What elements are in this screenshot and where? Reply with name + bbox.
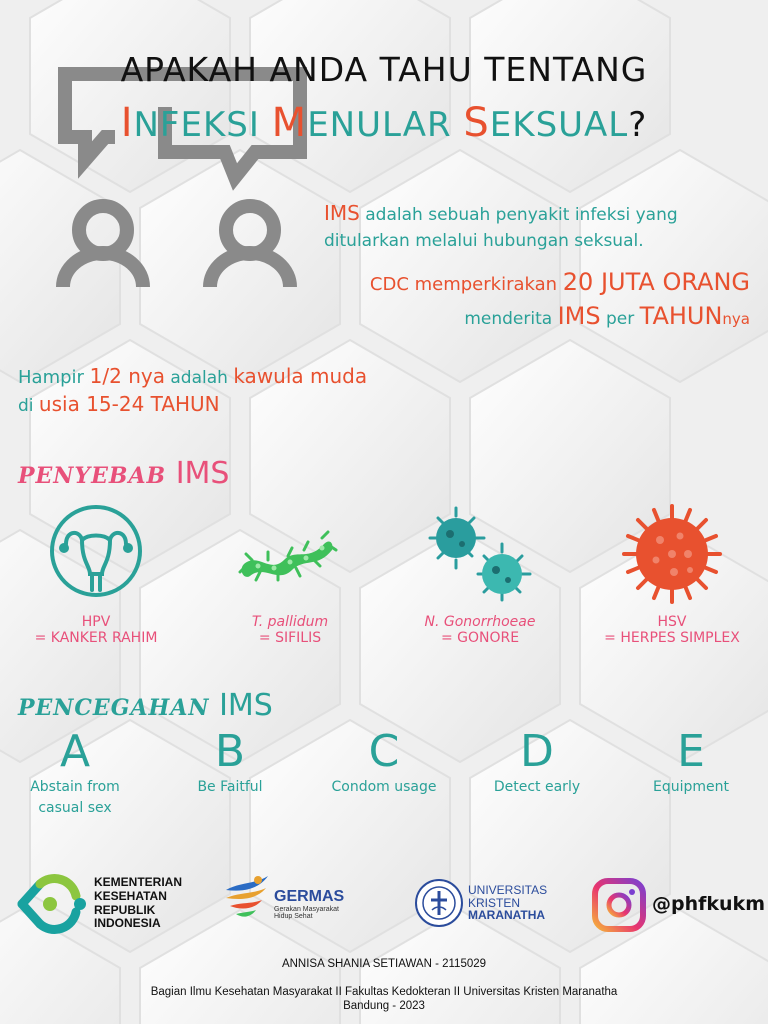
prevention-label: Equipment [653,779,729,795]
cause-item-hsv [592,614,752,646]
bacteria-icon [238,516,340,590]
causes-heading [18,456,229,491]
title-cap-m: M [271,100,308,146]
footer-author: ANNISA SHANIA SETIAWAN - 2115029 [281,958,487,970]
adalah-text: adalah [164,368,234,388]
cause-item-hpv [16,614,176,646]
virus-icon [622,504,722,604]
half-text: 1/2 nya [89,364,165,388]
nya-text: nya [722,310,750,328]
prevention-heading-ims: IMS [209,688,273,723]
prevention-letter: E [677,726,705,777]
prevention-heading-script: PENCEGAHAN [18,695,210,721]
cause-desc: = GONORE [440,630,520,646]
prevention-label [10,777,140,819]
title-question-mark: ? [628,105,648,145]
footer-place: Bandung - 2023 [343,1000,425,1012]
di-text: di [18,396,39,416]
cause-name: HPV [81,614,111,630]
cause-name: T. pallidum [251,614,329,630]
instagram-icon[interactable] [592,878,646,932]
people-chat-icon [45,62,315,302]
cause-item-n-gonorrhoeae [400,614,560,646]
causes-heading-ims: IMS [166,456,230,491]
causes-heading-script: PENYEBAB [18,463,167,489]
instagram-handle[interactable]: @phfkukm [652,893,765,915]
prevention-item-c [319,726,449,798]
gonorrhea-icon [426,504,534,602]
germas-label [274,888,344,920]
title-word-menular: ENULAR [307,105,464,145]
cause-name: HSV [657,614,687,630]
maranatha-seal-icon [414,878,464,928]
maranatha-line3: MARANATHA [468,908,546,923]
cdc-text: CDC memperkirakan [369,274,563,295]
prevention-letter: A [59,726,91,777]
prevention-label-line2: casual sex [38,800,112,816]
per-text: per [600,309,640,329]
prevention-letter: D [520,726,554,777]
ims-abbr-2: IMS [557,302,601,330]
maranatha-label [468,884,547,922]
germas-sub2: Hidup Sehat [274,913,313,920]
prevention-item-b [165,726,295,798]
cause-desc: = SIFILIS [258,630,322,646]
maranatha-line1: UNIVERSITAS [468,883,548,897]
intro-line1: adalah sebuah penyakit infeksi yang [359,205,678,225]
prevention-label: Be Faitful [197,779,263,795]
germas-title: GERMAS [274,888,345,905]
prevention-label: Condom usage [331,779,437,795]
kawula-text: kawula muda [233,364,368,388]
title-word-infeksi: NFEKSI [133,105,272,145]
kemenkes-line1: KEMENTERIAN [94,875,183,889]
kemenkes-line2: KESEHATAN [94,888,167,903]
prevention-item-a [10,726,140,819]
prevention-item-d [472,726,602,798]
cause-name: N. Gonorrhoeae [424,614,536,630]
kemenkes-line3: REPUBLIK [94,902,156,917]
prevention-label: Detect early [493,779,581,795]
usia-text: usia 15-24 TAHUN [38,392,220,416]
germas-sub1: Gerakan Masyarakat [274,906,339,913]
cdc-count: 20 JUTA ORANG [562,268,750,296]
title-line1: APAKAH ANDA TAHU TENTANG [120,50,648,89]
title-cap-i: I [120,100,134,146]
kemenkes-line4: INDONESIA [94,916,161,931]
cdc-statement [370,268,750,330]
uterus-icon [44,504,148,598]
tahun-text: TAHUN [639,302,723,330]
youth-statement [18,364,367,416]
prevention-letter: B [214,726,246,777]
title-line2 [0,100,768,146]
title-cap-s: S [463,100,490,146]
title-word-seksual: EKSUAL [489,105,629,145]
germas-logo-icon [222,872,272,920]
prevention-label-line1: Abstain from [30,779,120,795]
cause-desc: = KANKER RAHIM [34,630,158,646]
menderita-text: menderita [464,309,558,329]
cause-item-t-pallidum [210,614,370,646]
prevention-item-e [626,726,756,798]
footer-department: Bagian Ilmu Kesehatan Masyarakat II Fakultas Kedokteran II Universitas Kristen Maranatha [150,986,618,998]
maranatha-line2: KRISTEN [468,895,521,910]
kemenkes-label [94,876,182,931]
cause-desc: = HERPES SIMPLEX [604,630,740,646]
ims-abbr: IMS [324,201,360,225]
prevention-heading [18,688,273,723]
intro-text [324,198,754,254]
hampir-text: Hampir [18,367,90,388]
kemenkes-logo-icon [10,866,90,942]
prevention-letter: C [368,726,400,777]
intro-line2: ditularkan melalui hubungan seksual. [324,230,644,251]
